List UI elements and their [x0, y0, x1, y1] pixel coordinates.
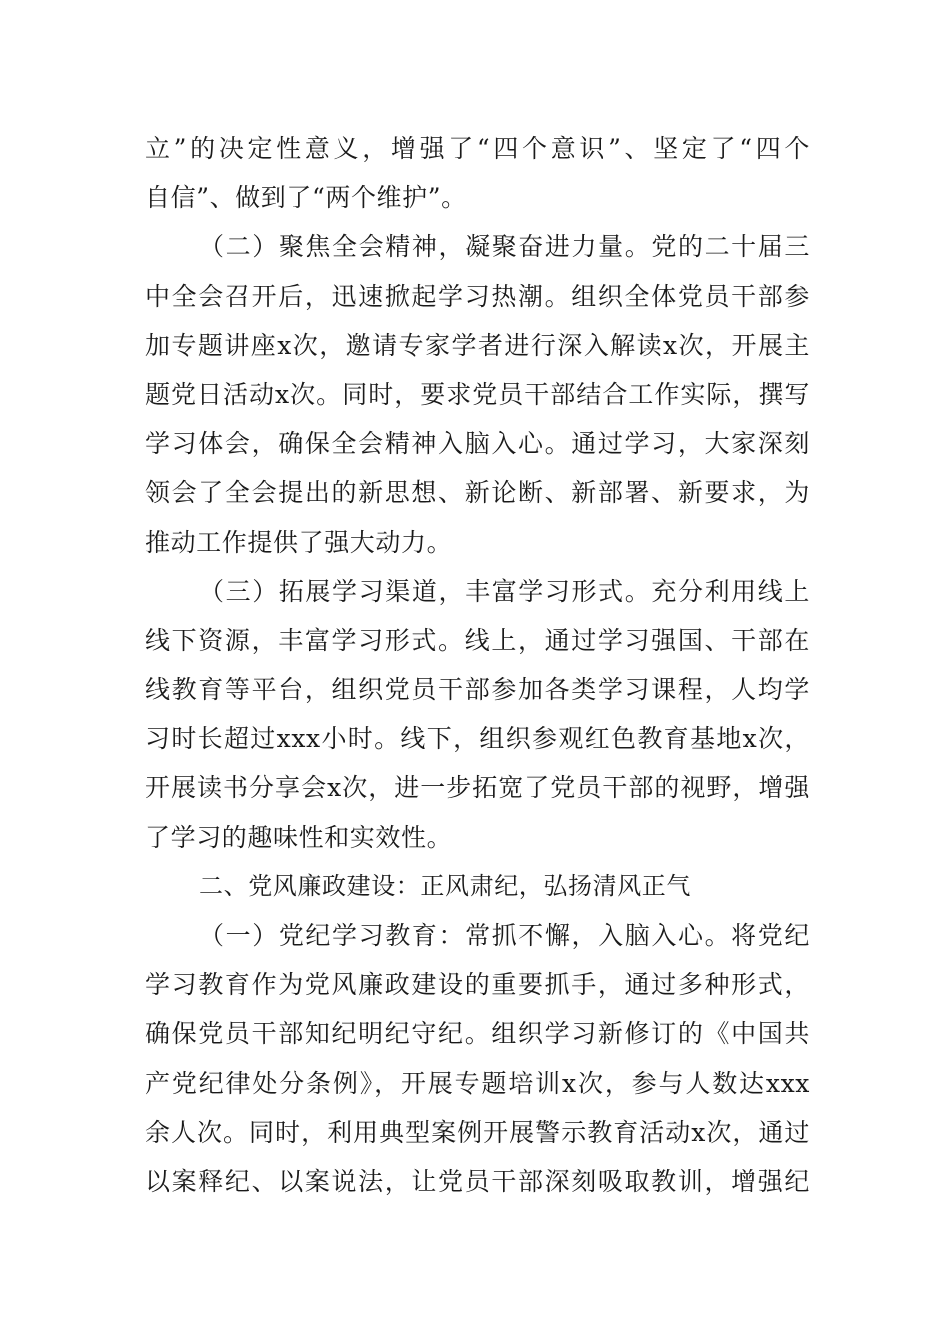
paragraph-line: 学习体会，确保全会精神入脑入心。通过学习，大家深刻	[145, 429, 810, 459]
paragraph-line: 线下资源，丰富学习形式。线上，通过学习强国、干部在	[145, 625, 810, 655]
paragraph-line: 余人次。同时，利用典型案例开展警示教育活动x次，通过	[145, 1117, 810, 1147]
paragraph-line: （一）党纪学习教育：常抓不懈，入脑入心。将党纪	[199, 921, 810, 950]
paragraph-line: 确保党员干部知纪明纪守纪。组织学习新修订的《中国共	[145, 1019, 810, 1049]
paragraph-line: 立”的决定性意义，增强了“四个意识”、坚定了“四个	[145, 134, 810, 163]
paragraph-line: 以案释纪、以案说法，让党员干部深刻吸取教训，增强纪	[145, 1166, 810, 1196]
paragraph-line: （三）拓展学习渠道，丰富学习形式。充分利用线上	[199, 576, 810, 606]
paragraph-line: 开展读书分享会x次，进一步拓宽了党员干部的视野，增强	[145, 773, 810, 803]
paragraph-line: （二）聚焦全会精神，凝聚奋进力量。党的二十届三	[199, 232, 810, 262]
paragraph-line: 中全会召开后，迅速掀起学习热潮。组织全体党员干部参	[145, 281, 810, 311]
paragraph-line: 推动工作提供了强大动力。	[145, 527, 453, 557]
paragraph-line: 了学习的趣味性和实效性。	[145, 822, 453, 852]
paragraph-line: 学习教育作为党风廉政建设的重要抓手，通过多种形式，	[145, 970, 810, 1000]
document-body	[145, 124, 810, 1206]
paragraph-line: 线教育等平台，组织党员干部参加各类学习课程，人均学	[145, 675, 810, 705]
paragraph-line: 领会了全会提出的新思想、新论断、新部署、新要求，为	[145, 478, 810, 508]
paragraph-line: 加专题讲座x次，邀请专家学者进行深入解读x次，开展主	[145, 330, 810, 360]
paragraph-line: 自信”、做到了“两个维护”。	[145, 183, 467, 213]
paragraph-line: 习时长超过xxx小时。线下，组织参观红色教育基地x次，	[145, 724, 810, 754]
paragraph-line: 题党日活动x次。同时，要求党员干部结合工作实际，撰写	[145, 379, 810, 409]
section-heading: 二、党风廉政建设：正风肃纪，弘扬清风正气	[199, 871, 691, 900]
paragraph-line: 产党纪律处分条例》，开展专题培训x次，参与人数达xxx	[145, 1068, 810, 1098]
